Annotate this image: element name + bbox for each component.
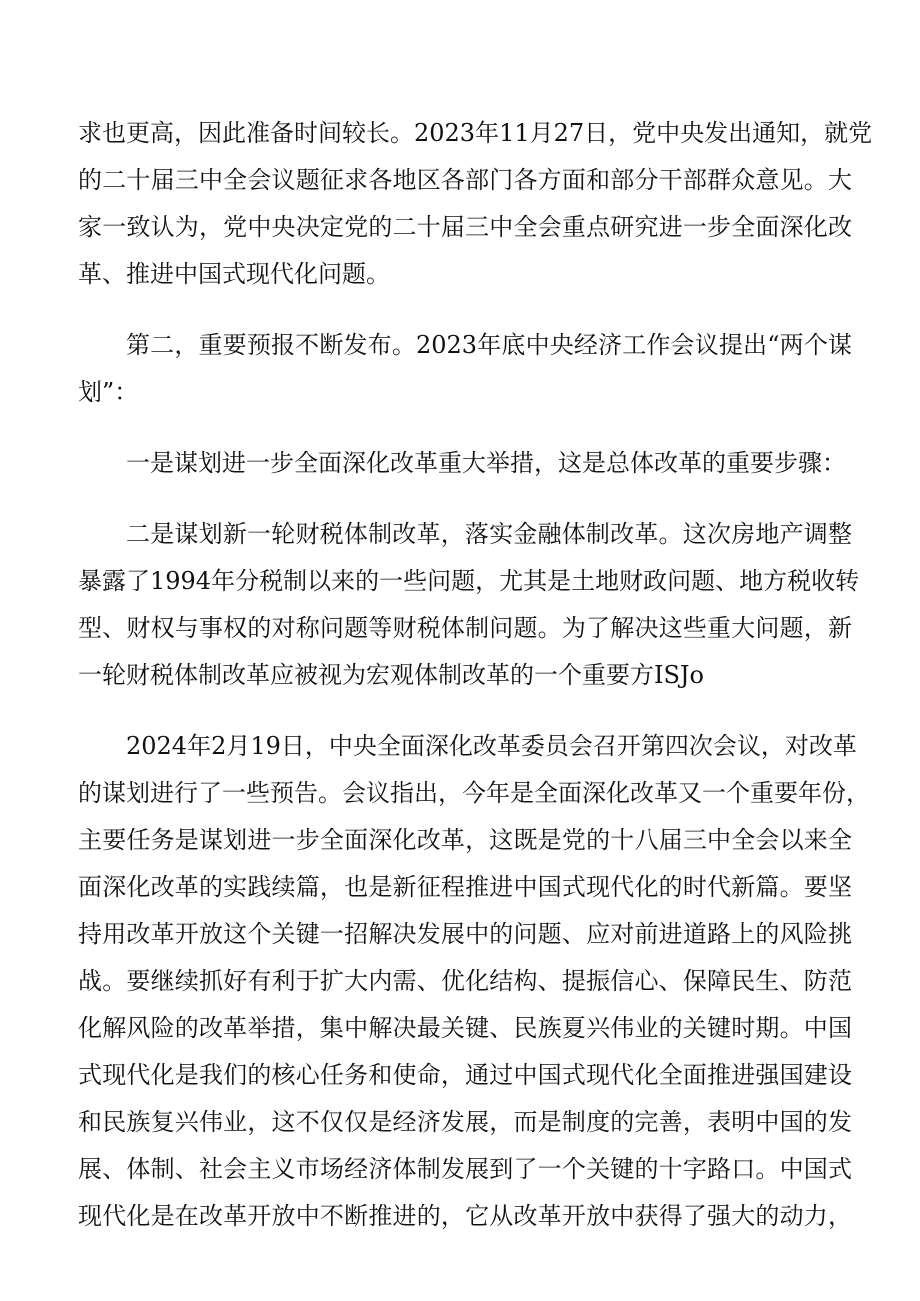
text-line: 持用改革开放这个关键一招解决发展中的问题、应对前进道路上的风险挑 bbox=[78, 920, 852, 948]
text-line: 二是谋划新一轮财税体制改革，落实金融体制改革。这次房地产调整 bbox=[126, 520, 852, 548]
text-line: 一是谋划进一步全面深化改革重大举措，这是总体改革的重要步骤： bbox=[126, 449, 846, 477]
paragraph-1 bbox=[78, 110, 873, 298]
paragraph-spacer bbox=[78, 416, 852, 440]
text-line: 式现代化是我们的核心任务和使命，通过中国式现代化全面推进强国建设 bbox=[78, 1061, 852, 1089]
paragraph-4 bbox=[78, 511, 860, 699]
text-line: 战。要继续抓好有利于扩大内需、优化结构、提振信心、保障民生、防范 bbox=[78, 967, 852, 995]
text-line: 革、推进中国式现代化问题。 bbox=[78, 260, 390, 288]
text-line: 求也更高，因此准备时间较长。2023年11月27日，党中央发出通知，就党 bbox=[78, 119, 873, 147]
text-line: 现代化是在改革开放中不断推进的，它从改革开放中获得了强大的动力， bbox=[78, 1202, 852, 1230]
text-line: 主要任务是谋划进一步全面深化改革，这既是党的十八届三中全会以来全 bbox=[78, 826, 852, 854]
paragraph-3 bbox=[78, 440, 852, 487]
text-line: 第二，重要预报不断发布。2023年底中央经济工作会议提出“两个谋 bbox=[126, 331, 852, 359]
paragraph-spacer bbox=[78, 699, 852, 723]
text-line: 化解风险的改革举措，集中解决最关键、民族夏兴伟业的关键时期。中国 bbox=[78, 1014, 852, 1042]
text-line: 面深化改革的实践续篇，也是新征程推进中国式现代化的时代新篇。要坚 bbox=[78, 873, 852, 901]
text-line: 的谋划进行了一些预告。会议指出，今年是全面深化改革又一个重要年份， bbox=[78, 779, 870, 807]
text-line: 2024年2月19日，中央全面深化改革委员会召开第四次会议，对改革 bbox=[126, 732, 857, 760]
paragraph-5 bbox=[78, 723, 870, 1240]
paragraph-spacer bbox=[78, 298, 852, 322]
text-line: 家一致认为，党中央决定党的二十届三中全会重点研究进一步全面深化改 bbox=[78, 213, 852, 241]
text-line: 一轮财税体制改革应被视为宏观体制改革的一个重要方ISJo bbox=[78, 661, 704, 689]
text-line: 的二十届三中全会议题征求各地区各部门各方面和部分干部群众意见。大 bbox=[78, 166, 852, 194]
text-line: 划”： bbox=[78, 378, 139, 406]
text-line: 和民族复兴伟业，这不仅仅是经济发展，而是制度的完善，表明中国的发 bbox=[78, 1108, 852, 1136]
document-body bbox=[78, 110, 873, 1240]
text-line: 型、财权与事权的对称问题等财税体制问题。为了解决这些重大问题，新 bbox=[78, 614, 852, 642]
text-line: 展、体制、社会主义市场经济体制发展到了一个关键的十字路口。中国式 bbox=[78, 1155, 852, 1183]
paragraph-2 bbox=[78, 322, 852, 416]
text-line: 暴露了1994年分税制以来的一些问题，尤其是土地财政问题、地方税收转 bbox=[78, 567, 860, 595]
paragraph-spacer bbox=[78, 487, 852, 511]
